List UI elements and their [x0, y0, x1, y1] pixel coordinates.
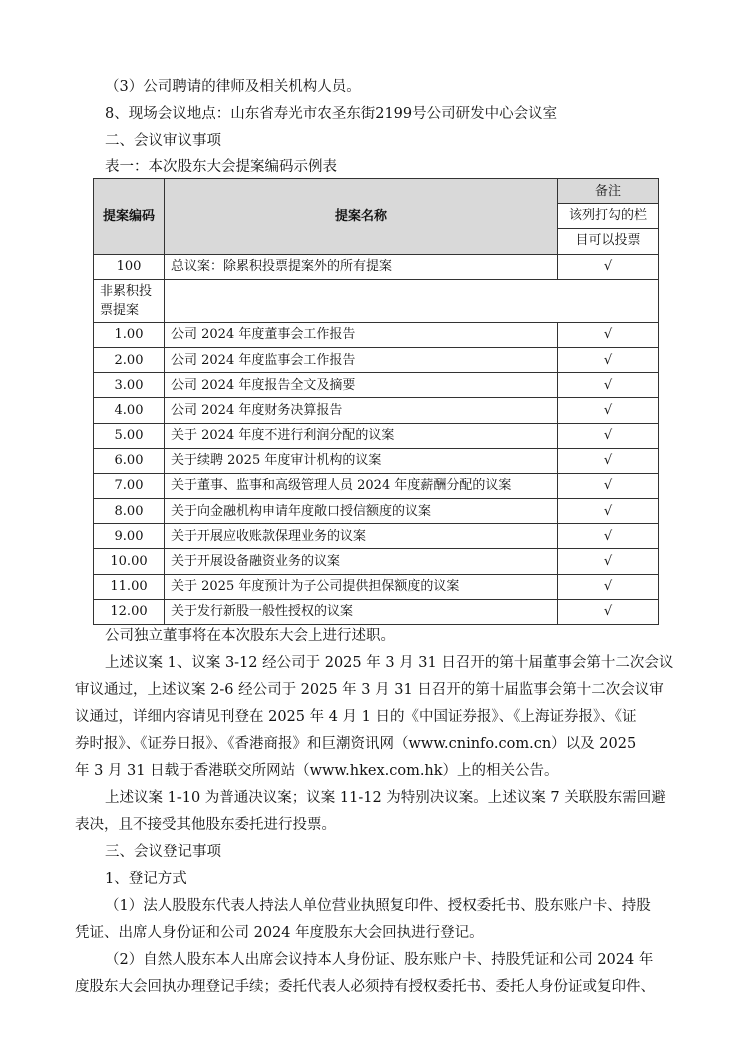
subsection-heading: 1、登记方式	[105, 871, 187, 887]
row-mark: √	[558, 549, 659, 574]
paragraph-line: 度股东大会回执办理登记手续；委托代表人必须持有授权委托书、委托人身份证或复印件、	[75, 979, 655, 995]
table-row-total	[94, 254, 659, 279]
paragraph-line: 年 3 月 31 日载于香港联交所网站（www.hkex.com.hk）上的相关公告。	[75, 763, 559, 779]
row-mark: √	[558, 448, 659, 473]
paragraph-line: 议通过，详细内容请见刊登在 2025 年 4 月 1 日的《中国证券报》、《上海证券报》、《证	[75, 709, 637, 725]
header-note-sub-2: 目可以投票	[558, 229, 659, 254]
meeting-location: 8、现场会议地点：山东省寿光市农圣东街2199号公司研发中心会议室	[105, 106, 558, 122]
table-row	[94, 473, 659, 498]
table-row	[94, 398, 659, 423]
row-name: 公司 2024 年度监事会工作报告	[165, 347, 558, 372]
row-code: 5.00	[94, 423, 165, 448]
header-name: 提案名称	[165, 179, 558, 255]
row-name: 关于开展应收账款保理业务的议案	[165, 524, 558, 549]
section-heading-2: 二、会议审议事项	[105, 133, 221, 149]
header-note: 备注	[558, 179, 659, 204]
row-code: 10.00	[94, 549, 165, 574]
paragraph-line: （2）自然人股东本人出席会议持本人身份证、股东账户卡、持股凭证和公司 2024 年	[105, 952, 654, 968]
row-name: 公司 2024 年度董事会工作报告	[165, 322, 558, 347]
row-mark: √	[558, 373, 659, 398]
row-mark: √	[558, 499, 659, 524]
row-code: 4.00	[94, 398, 165, 423]
table-row	[94, 599, 659, 624]
row-name: 总议案：除累积投票提案外的所有提案	[165, 254, 558, 279]
row-name: 关于董事、监事和高级管理人员 2024 年度薪酬分配的议案	[165, 473, 558, 498]
header-code: 提案编码	[94, 179, 165, 255]
row-name: 关于开展设备融资业务的议案	[165, 549, 558, 574]
row-code: 1.00	[94, 322, 165, 347]
row-name: 公司 2024 年度财务决算报告	[165, 398, 558, 423]
category-line-2: 票提案	[100, 302, 140, 318]
table-caption: 表一：本次股东大会提案编码示例表	[105, 159, 337, 175]
row-mark: √	[558, 473, 659, 498]
row-code: 11.00	[94, 574, 165, 599]
row-code: 2.00	[94, 347, 165, 372]
paragraph-line: 审议通过，上述议案 2-6 经公司于 2025 年 3 月 31 日召开的第十届监事会第十二次会议审	[75, 682, 664, 698]
row-mark: √	[558, 423, 659, 448]
row-name: 关于续聘 2025 年度审计机构的议案	[165, 448, 558, 473]
row-name: 关于向金融机构申请年度敞口授信额度的议案	[165, 499, 558, 524]
row-name: 关于 2025 年度预计为子公司提供担保额度的议案	[165, 574, 558, 599]
table-row	[94, 373, 659, 398]
row-code: 100	[94, 254, 165, 279]
table-row	[94, 574, 659, 599]
table-row	[94, 322, 659, 347]
category-label	[94, 279, 165, 322]
category-line-1: 非累积投	[100, 283, 153, 299]
row-code: 12.00	[94, 599, 165, 624]
paragraph-line: 上述议案 1-10 为普通决议案；议案 11-12 为特别决议案。上述议案 7 关联股东需回避	[105, 790, 666, 806]
table-row-category	[94, 279, 659, 322]
header-note-sub-1: 该列打勾的栏	[558, 204, 659, 229]
row-code: 9.00	[94, 524, 165, 549]
row-mark: √	[558, 599, 659, 624]
row-code: 6.00	[94, 448, 165, 473]
row-mark: √	[558, 524, 659, 549]
row-name: 关于发行新股一般性授权的议案	[165, 599, 558, 624]
paragraph-line: 券时报》、《证券日报》、《香港商报》和巨潮资讯网（www.cninfo.com.cn）以及 2025	[75, 736, 637, 752]
row-name: 公司 2024 年度报告全文及摘要	[165, 373, 558, 398]
paragraph-line: 凭证、出席人身份证和公司 2024 年度股东大会回执进行登记。	[75, 925, 484, 941]
table-row	[94, 499, 659, 524]
table-row	[94, 524, 659, 549]
row-mark: √	[558, 347, 659, 372]
proposal-code-table	[93, 178, 659, 625]
table-row	[94, 423, 659, 448]
row-code: 8.00	[94, 499, 165, 524]
row-mark: √	[558, 398, 659, 423]
row-mark: √	[558, 322, 659, 347]
paragraph-line: （1）法人股股东代表人持法人单位营业执照复印件、授权委托书、股东账户卡、持股	[105, 898, 651, 914]
independent-director-note: 公司独立董事将在本次股东大会上进行述职。	[105, 628, 395, 644]
paragraph-line: 表决，且不接受其他股东委托进行投票。	[75, 817, 336, 833]
row-mark: √	[558, 574, 659, 599]
row-code: 3.00	[94, 373, 165, 398]
table-header-row	[94, 179, 659, 204]
section-heading-3: 三、会议登记事项	[105, 844, 221, 860]
table-row	[94, 448, 659, 473]
row-name: 关于 2024 年度不进行利润分配的议案	[165, 423, 558, 448]
row-mark: √	[558, 254, 659, 279]
row-code: 7.00	[94, 473, 165, 498]
attendee-item-3: （3）公司聘请的律师及相关机构人员。	[105, 79, 361, 95]
table-row	[94, 549, 659, 574]
paragraph-line: 上述议案 1、议案 3-12 经公司于 2025 年 3 月 31 日召开的第十届董事会第十二次会议	[105, 655, 674, 671]
table-row	[94, 347, 659, 372]
